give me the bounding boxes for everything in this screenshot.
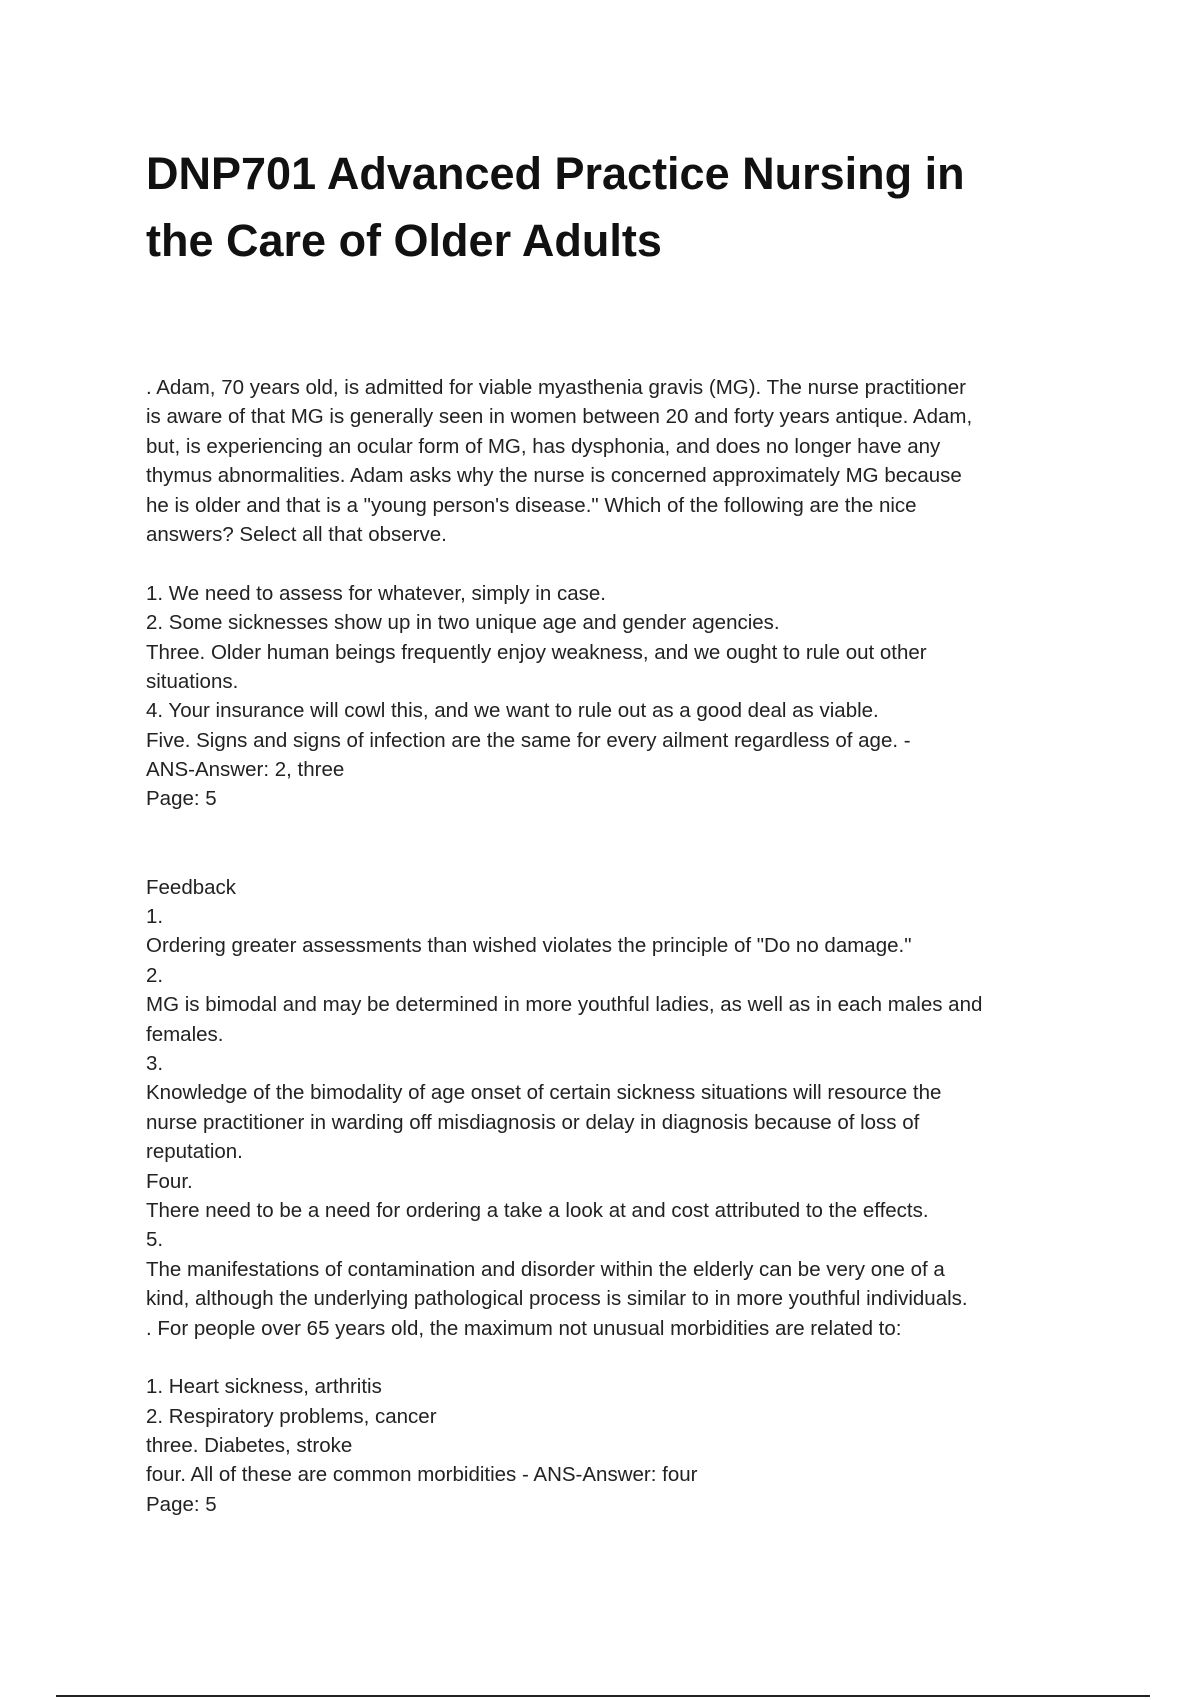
feedback-line: nurse practitioner in warding off misdiagnosis or delay in diagnosis because of loss of xyxy=(146,1110,920,1134)
question-1-option: Five. Signs and signs of infection are the same for every ailment regardless of age. - xyxy=(146,728,911,752)
page-bottom-rule xyxy=(56,1695,1150,1697)
spacer xyxy=(146,1343,1076,1372)
feedback-section xyxy=(146,873,1076,1314)
feedback-line: kind, although the underlying pathological process is similar to in more youthful individuals. xyxy=(146,1287,968,1311)
title-line-2: the Care of Older Adults xyxy=(146,215,662,266)
question-2-stem: . For people over 65 years old, the maximum not unusual morbidities are related to: xyxy=(146,1316,902,1340)
question-2-option: 1. Heart sickness, arthritis xyxy=(146,1375,382,1399)
title-line-1: DNP701 Advanced Practice Nursing in xyxy=(146,148,965,199)
feedback-line: 1. xyxy=(146,905,164,929)
spacer xyxy=(146,549,1076,578)
feedback-line: Four. xyxy=(146,1169,193,1193)
document-title xyxy=(146,140,1086,274)
feedback-line: There need to be a need for ordering a take a look at and cost attributed to the effects. xyxy=(146,1198,929,1222)
feedback-line: 2. xyxy=(146,963,164,987)
question-1-stem-line: answers? Select all that observe. xyxy=(146,522,447,546)
feedback-line: Knowledge of the bimodality of age onset of certain sickness situations will resource the xyxy=(146,1081,942,1105)
feedback-line: Ordering greater assessments than wished violates the principle of "Do no damage." xyxy=(146,934,912,958)
question-1-answer: ANS-Answer: 2, three xyxy=(146,758,345,782)
question-1-stem-line: he is older and that is a "young person's disease." Which of the following are the nice xyxy=(146,493,917,517)
question-2-answer: four. All of these are common morbidities - ANS-Answer: four xyxy=(146,1463,698,1487)
question-2 xyxy=(146,1314,1076,1520)
question-1-options xyxy=(146,579,1076,814)
feedback-line: 3. xyxy=(146,1052,164,1075)
question-2-option: three. Diabetes, stroke xyxy=(146,1434,353,1458)
question-2-page-ref: Page: 5 xyxy=(146,1492,217,1516)
question-1-stem-line: . Adam, 70 years old, is admitted for viable myasthenia gravis (MG). The nurse practitioner xyxy=(146,376,966,399)
question-1-option: Three. Older human beings frequently enjoy weakness, and we ought to rule out other xyxy=(146,640,927,664)
feedback-line: reputation. xyxy=(146,1140,243,1164)
question-2-option: 2. Respiratory problems, cancer xyxy=(146,1404,437,1428)
question-1-stem-line: thymus abnormalities. Adam asks why the nurse is concerned approximately MG because xyxy=(146,464,962,488)
question-1-option: 2. Some sicknesses show up in two unique age and gender agencies. xyxy=(146,611,780,635)
question-1-stem-line: is aware of that MG is generally seen in women between 20 and forty years antique. Adam, xyxy=(146,405,973,429)
feedback-line: The manifestations of contamination and disorder within the elderly can be very one of a xyxy=(146,1257,945,1281)
question-1-stem-line: but, is experiencing an ocular form of MG, has dysphonia, and does no longer have any xyxy=(146,434,941,458)
spacer xyxy=(146,814,1076,873)
feedback-line: MG is bimodal and may be determined in more youthful ladies, as well as in each males and xyxy=(146,993,983,1017)
feedback-heading: Feedback xyxy=(146,875,237,899)
feedback-line: females. xyxy=(146,1022,224,1046)
feedback-line: 5. xyxy=(146,1228,164,1252)
question-1-stem xyxy=(146,373,1076,549)
question-1-page-ref: Page: 5 xyxy=(146,787,217,811)
question-1-option: situations. xyxy=(146,669,239,693)
question-1-option: 4. Your insurance will cowl this, and we want to rule out as a good deal as viable. xyxy=(146,699,879,723)
question-1-option: 1. We need to assess for whatever, simply in case. xyxy=(146,581,606,605)
document-body xyxy=(146,373,1076,1519)
